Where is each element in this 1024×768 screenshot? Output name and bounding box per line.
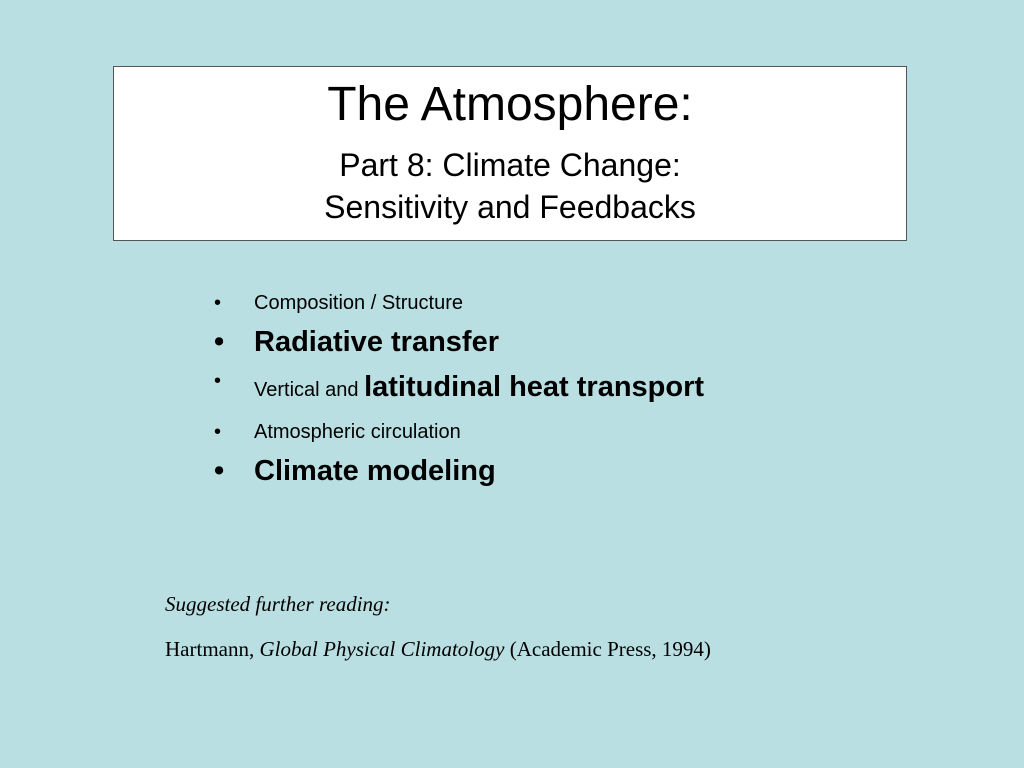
- subtitle-line-2: Sensitivity and Feedbacks: [324, 189, 696, 225]
- reference-author: Hartmann,: [165, 637, 260, 661]
- bullet-marker: •: [214, 421, 222, 443]
- list-item-radiative-transfer: [214, 320, 914, 364]
- reference-book-title: Global Physical Climatology: [259, 637, 505, 661]
- reading-reference: [165, 635, 711, 663]
- bullet-marker: •: [214, 370, 222, 392]
- list-item-composition: [214, 286, 914, 320]
- reference-publisher: (Academic Press, 1994): [504, 637, 711, 661]
- list-item-climate-modeling: [214, 449, 914, 493]
- list-item-text: Climate modeling: [254, 455, 496, 487]
- reading-heading: Suggested further reading:: [165, 592, 391, 616]
- topic-list: [214, 286, 914, 493]
- list-item-text-small: Vertical and: [254, 379, 365, 401]
- list-item-text-large: latitudinal heat transport: [364, 371, 705, 403]
- bullet-marker: •: [214, 292, 222, 314]
- list-item-text: Atmospheric circulation: [254, 421, 461, 443]
- bullet-marker: •: [214, 326, 225, 358]
- slide-subtitle: [114, 144, 906, 228]
- list-item-circulation: [214, 415, 914, 449]
- subtitle-line-1: Part 8: Climate Change:: [339, 147, 681, 183]
- list-item-text: Composition / Structure: [254, 292, 463, 314]
- slide-title: The Atmosphere:: [327, 78, 693, 131]
- list-item-text: Radiative transfer: [254, 326, 499, 358]
- list-item-heat-transport: [214, 364, 914, 415]
- bullet-marker: •: [214, 455, 225, 487]
- title-box: [113, 66, 907, 241]
